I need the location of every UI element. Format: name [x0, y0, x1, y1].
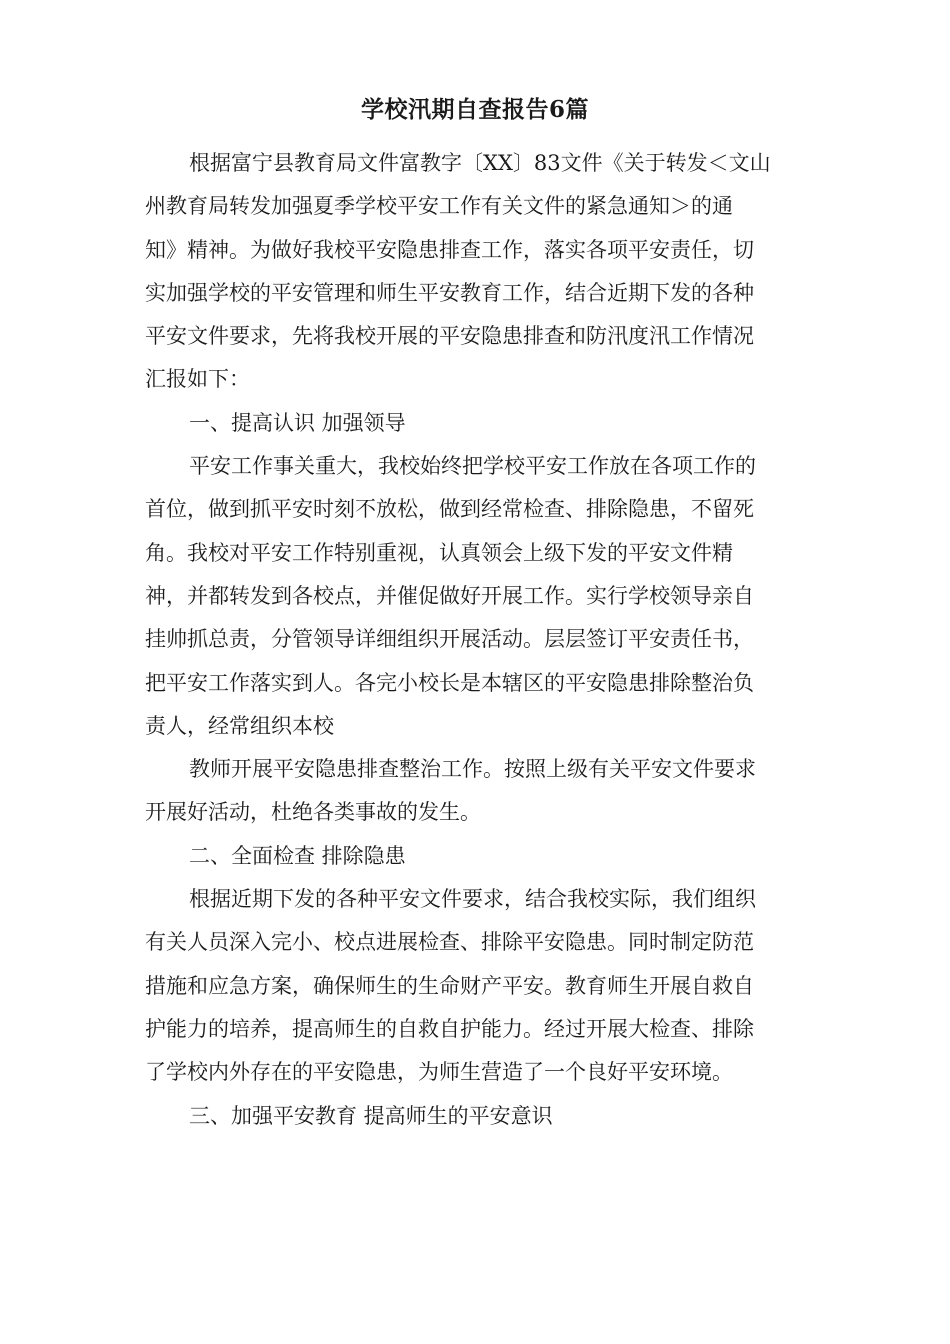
paragraph-line: 根据近期下发的各种平安文件要求，结合我校实际，我们组织 [189, 887, 756, 912]
paragraph-line: 根据富宁县教育局文件富教字〔XX〕83文件《关于转发＜文山 [189, 151, 771, 175]
paragraph-line: 汇报如下： [145, 367, 250, 392]
paragraph-line: 州教育局转发加强夏季学校平安工作有关文件的紧急通知＞的通 [145, 194, 733, 219]
paragraph-line: 措施和应急方案，确保师生的生命财产平安。教育师生开展自救自 [145, 973, 754, 998]
section-heading: 一、提高认识 加强领导 [189, 410, 406, 435]
document-body [145, 142, 805, 1138]
paragraph-line: 实加强学校的平安管理和师生平安教育工作，结合近期下发的各种 [145, 280, 754, 305]
paragraph-line: 把平安工作落实到人。各完小校长是本辖区的平安隐患排除整治负 [145, 670, 754, 695]
paragraph-line: 平安工作事关重大，我校始终把学校平安工作放在各项工作的 [189, 454, 756, 479]
paragraph-line: 有关人员深入完小、校点进展检查、排除平安隐患。同时制定防范 [145, 930, 754, 955]
document-title: 学校汛期自查报告6篇 [360, 96, 589, 123]
paragraph-line: 开展好活动，杜绝各类事故的发生。 [145, 800, 481, 825]
paragraph-line: 挂帅抓总责，分管领导详细组织开展活动。层层签订平安责任书， [145, 627, 754, 652]
paragraph-line: 护能力的培养，提高师生的自救自护能力。经过开展大检查、排除 [145, 1016, 754, 1041]
paragraph-line: 角。我校对平安工作特别重视，认真领会上级下发的平安文件精 [145, 540, 733, 565]
paragraph-line: 神，并都转发到各校点，并催促做好开展工作。实行学校领导亲自 [145, 583, 754, 608]
paragraph-line: 教师开展平安隐患排查整治工作。按照上级有关平安文件要求 [189, 757, 756, 782]
section-heading: 二、全面检查 排除隐患 [189, 843, 406, 868]
paragraph-line: 知》精神。为做好我校平安隐患排查工作，落实各项平安责任，切 [145, 237, 754, 262]
paragraph-line: 平安文件要求，先将我校开展的平安隐患排查和防汛度汛工作情况 [145, 324, 754, 349]
paragraph-line: 责人，经常组织本校 [145, 713, 334, 738]
paragraph-line: 了学校内外存在的平安隐患，为师生营造了一个良好平安环境。 [145, 1060, 733, 1085]
section-heading: 三、加强平安教育 提高师生的平安意识 [189, 1103, 553, 1128]
paragraph-line: 首位，做到抓平安时刻不放松，做到经常检查、排除隐患，不留死 [145, 497, 754, 522]
